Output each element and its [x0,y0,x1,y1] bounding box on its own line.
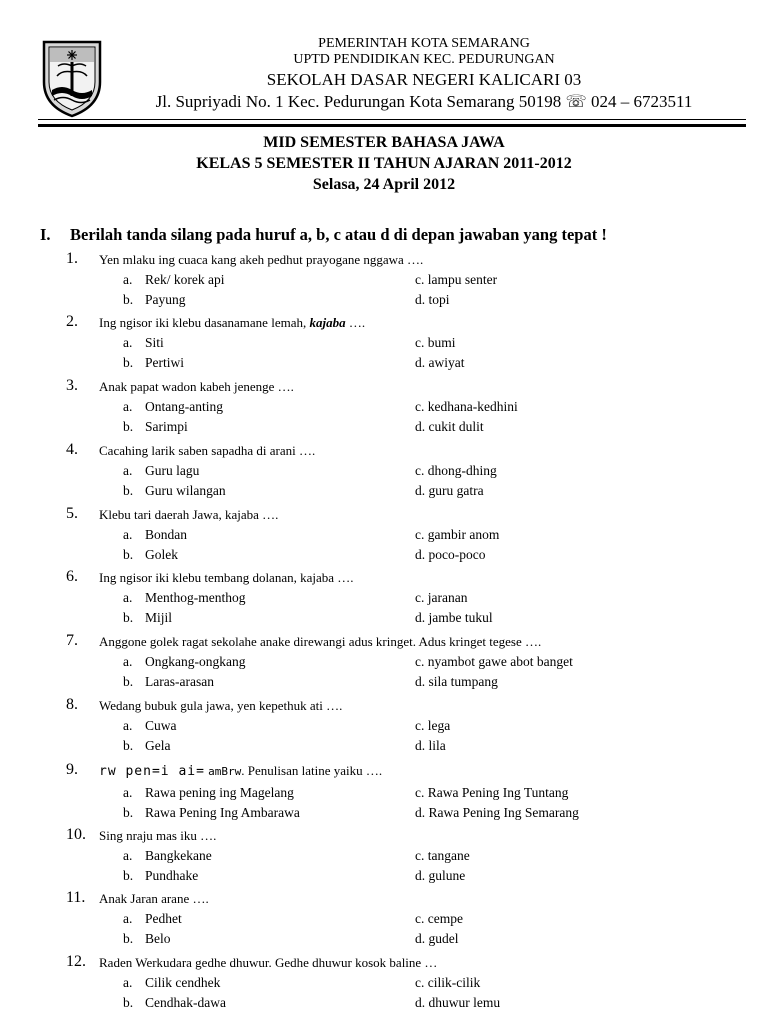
option-b[interactable]: b. Payung [123,292,186,307]
question-item [0,826,768,890]
javanese-script-text: rw pen=i ai= [99,764,205,779]
question-number: 1. [66,250,78,267]
option-c[interactable]: c. Rawa Pening Ing Tuntang [415,785,569,800]
exam-date: Selasa, 24 April 2012 [312,176,456,193]
question-item [0,377,768,441]
question-item [0,505,768,569]
option-d[interactable]: d. topi [415,292,450,307]
section-instruction [40,225,607,245]
question-text: Wedang bubuk gula jawa, yen kepethuk ati …. [99,698,343,713]
option-b[interactable]: b. Pundhake [123,868,199,883]
option-c[interactable]: c. lega [415,718,451,733]
section-number: I. [40,225,51,244]
question-number: 11. [66,889,86,906]
option-a[interactable]: a. Siti [123,335,164,350]
option-b[interactable]: b. Sarimpi [123,419,188,434]
option-c[interactable]: c. cempe [415,911,463,926]
question-item [0,441,768,505]
option-a[interactable]: a. Cilik cendhek [123,975,221,990]
javanese-script-text: amBrw [208,765,242,778]
option-d[interactable]: d. gudel [415,931,459,946]
question-number: 2. [66,313,78,330]
option-a[interactable]: a. Bangkekane [123,848,212,863]
question-number: 12. [66,953,86,970]
question-number: 3. [66,377,78,394]
question-item [0,632,768,696]
section-text: Berilah tanda silang pada huruf a, b, c atau d di depan jawaban yang tepat ! [70,225,607,244]
question-number: 10. [66,826,86,843]
question-item [0,313,768,377]
question-text: Anak papat wadon kabeh jenenge …. [99,379,294,394]
option-b[interactable]: b. Mijil [123,610,173,625]
question-text: Sing nraju mas iku …. [99,828,217,843]
semarang-city-emblem-icon [40,38,104,118]
option-d[interactable]: d. dhuwur lemu [415,995,501,1010]
question-item [0,250,768,314]
question-text: rw pen=i ai= amBrw. Penulisan latine yaiku …. [99,763,383,779]
option-b[interactable]: b. Belo [123,931,171,946]
question-number: 7. [66,632,78,649]
option-c[interactable]: c. kedhana-kedhini [415,399,518,414]
option-d[interactable]: d. gulune [415,868,466,883]
option-c[interactable]: c. tangane [415,848,470,863]
option-c[interactable]: c. nyambot gawe abot banget [415,654,573,669]
question-item [0,889,768,953]
header-divider-thick [38,124,746,127]
option-a[interactable]: a. Menthog-menthog [123,590,246,605]
option-b[interactable]: b. Golek [123,547,178,562]
question-text: Ing ngisor iki klebu dasanamane lemah, kajaba …. [99,315,366,330]
option-c[interactable]: c. lampu senter [415,272,498,287]
option-d[interactable]: d. Rawa Pening Ing Semarang [415,805,579,820]
option-b[interactable]: b. Guru wilangan [123,483,226,498]
header-department: UPTD PENDIDIKAN KEC. PEDURUNGAN [293,52,555,67]
option-c[interactable]: c. cilik-cilik [415,975,481,990]
option-a[interactable]: a. Bondan [123,527,187,542]
question-item [0,761,768,825]
option-d[interactable]: d. cukit dulit [415,419,484,434]
option-a[interactable]: a. Ongkang-ongkang [123,654,246,669]
option-b[interactable]: b. Pertiwi [123,355,184,370]
question-item [0,953,768,1017]
question-text: Klebu tari daerah Jawa, kajaba …. [99,507,279,522]
question-text: Anak Jaran arane …. [99,891,209,906]
question-item [0,696,768,760]
option-a[interactable]: a. Guru lagu [123,463,200,478]
option-a[interactable]: a. Ontang-anting [123,399,223,414]
exam-title: MID SEMESTER BAHASA JAWA [263,134,505,151]
option-c[interactable]: c. gambir anom [415,527,500,542]
option-a[interactable]: a. Rek/ korek api [123,272,225,287]
header-divider-thin [38,119,746,120]
option-b[interactable]: b. Gela [123,738,171,753]
option-c[interactable]: c. bumi [415,335,456,350]
option-a[interactable]: a. Cuwa [123,718,177,733]
question-text: Raden Werkudara gedhe dhuwur. Gedhe dhuwur kosok baline … [99,955,438,970]
question-number: 8. [66,696,78,713]
header-address: Jl. Supriyadi No. 1 Kec. Pedurungan Kota Semarang 50198 ☏ 024 – 6723511 [155,92,693,111]
option-d[interactable]: d. jambe tukul [415,610,493,625]
question-text: Yen mlaku ing cuaca kang akeh pedhut prayogane nggawa …. [99,252,424,267]
header-government: PEMERINTAH KOTA SEMARANG [318,36,530,51]
header-school-name: SEKOLAH DASAR NEGERI KALICARI 03 [266,70,582,89]
option-a[interactable]: a. Rawa pening ing Magelang [123,785,294,800]
option-d[interactable]: d. lila [415,738,446,753]
question-number: 6. [66,568,78,585]
question-number: 5. [66,505,78,522]
option-b[interactable]: b. Cendhak-dawa [123,995,226,1010]
question-number: 9. [66,761,78,778]
option-c[interactable]: c. dhong-dhing [415,463,497,478]
question-text: Cacahing larik saben sapadha di arani …. [99,443,316,458]
option-d[interactable]: d. guru gatra [415,483,484,498]
exam-class-semester: KELAS 5 SEMESTER II TAHUN AJARAN 2011-2012 [196,155,572,172]
question-item [0,568,768,632]
option-d[interactable]: d. awiyat [415,355,465,370]
option-d[interactable]: d. poco-poco [415,547,486,562]
question-number: 4. [66,441,78,458]
option-c[interactable]: c. jaranan [415,590,468,605]
question-text: Anggone golek ragat sekolahe anake direwangi adus kringet. Adus kringet tegese …. [99,634,542,649]
option-b[interactable]: b. Rawa Pening Ing Ambarawa [123,805,300,820]
option-a[interactable]: a. Pedhet [123,911,182,926]
option-b[interactable]: b. Laras-arasan [123,674,214,689]
question-text: Ing ngisor iki klebu tembang dolanan, kajaba …. [99,570,354,585]
option-d[interactable]: d. sila tumpang [415,674,498,689]
